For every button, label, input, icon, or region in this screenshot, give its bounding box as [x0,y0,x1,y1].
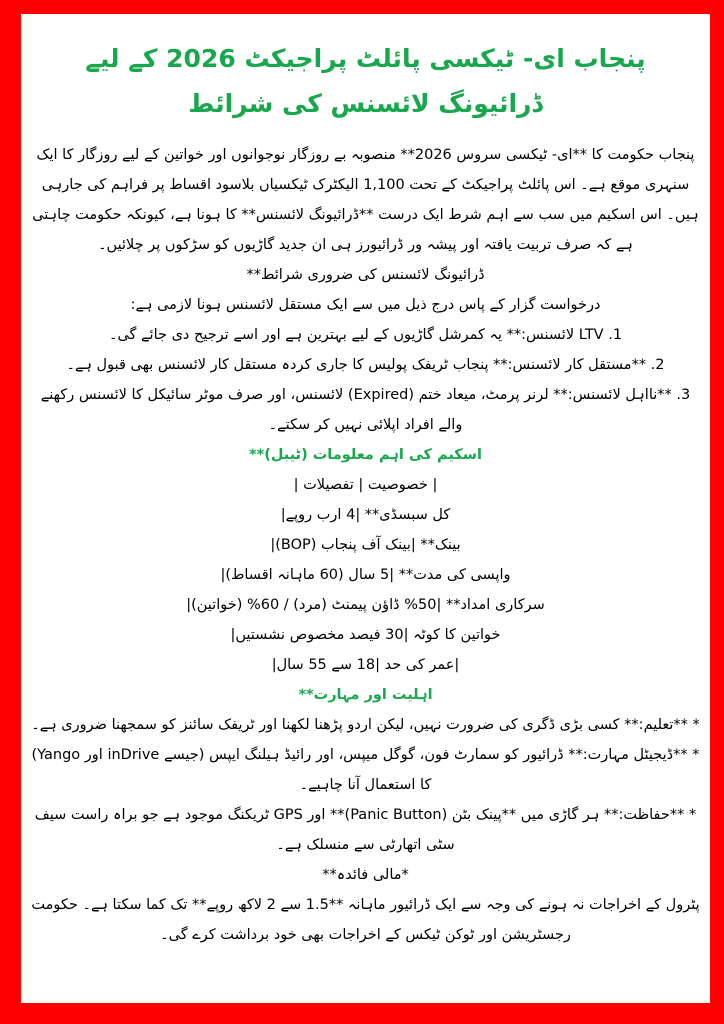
page-title: پنجاب ای- ٹیکسی پائلٹ پراجیکٹ 2026 کے لیے ڈرائیونگ لائسنس کی شرائط [85,44,646,118]
scheme-table-heading: اسکیم کی اہم معلومات (ٹیبل)** [249,447,482,463]
table-row-govt-support: سرکاری امداد** |50% ڈاؤن پیمنٹ (مرد) / 60% (خواتین)| [186,597,545,613]
intro-paragraph: پنجاب حکومت کا **ای- ٹیکسی سروس 2026** منصوبہ بے روزگار نوجوانوں اور خواتین کے لیے روزگار کا ایک سنہری موقع ہے۔ اس پائلٹ پراجیکٹ کے تحت 1,100 الیکٹرک ٹیکسیاں بلاسود اقساط پر فراہم کی جارہی ہیں۔ اس اسکیم میں سب سے اہم شرط ایک درست **ڈرائیونگ لائسنس** کا ہونا ہے، کیونکہ حکومت چاہتی ہے کہ صرف تربیت یافتہ اور پیشہ ور ڈرائیورز ہی ان جدید گاڑیوں کو سڑکوں پر چلائیں۔ [32,147,699,253]
eligibility-bullet-digital-skills: * **ڈیجیٹل مہارت:** ڈرائیور کو سمارٹ فون، گوگل میپس، اور رائیڈ ہیلنگ ایپس (جیسے inDrive اور Yango) کا استعمال آنا چاہیے۔ [31,747,700,793]
eligibility-heading: اہلیت اور مہارت** [298,687,433,703]
license-lead-text: درخواست گزار کے پاس درج ذیل میں سے ایک مستقل لائسنس ہونا لازمی ہے: [130,297,601,313]
table-row-repayment: واپسی کی مدت** |5 سال (60 ماہانہ اقساط)| [220,567,511,583]
table-row-age-limit: |عمر کی حد |18 سے 55 سال| [271,657,460,673]
eligibility-bullet-safety: * **حفاظت:** ہر گاڑی میں **پینک بٹن (Panic Button)** اور GPS ٹریکنگ موجود ہے جو براہ راست سیف سٹی اتھارٹی سے منسلک ہے۔ [34,807,697,853]
table-row-bank: بینک** |بینک آف پنجاب (BOP)| [270,537,461,553]
license-item-ltv: 1. LTV لائسنس:** یہ کمرشل گاڑیوں کے لیے بہترین ہے اور اسے ترجیح دی جائے گی۔ [108,327,623,343]
eligibility-bullet-education: * **تعلیم:** کسی بڑی ڈگری کی ضرورت نہیں، لیکن اردو پڑھنا لکھنا اور ٹریفک سائنز کو سمجھنا ضروری ہے۔ [31,717,700,733]
financial-benefit-heading: *مالی فائدہ** [322,867,409,883]
license-item-permanent-car: 2. **مستقل کار لائسنس:** پنجاب ٹریفک پولیس کا جاری کردہ مستقل کار لائسنس بھی قبول ہے۔ [66,357,665,373]
table-row-women-quota: خواتین کا کوٹہ |30 فیصد مخصوص نشستیں| [230,627,501,643]
table-row-header: | خصوصیت | تفصیلات | [293,477,438,493]
table-row-subsidy: کل سبسڈی** |4 ارب روپے| [280,507,451,523]
license-requirements-heading: ڈرائیونگ لائسنس کی ضروری شرائط** [246,267,485,283]
license-item-ineligible: 3. **نااہل لائسنس:** لرنر پرمٹ، میعاد ختم (Expired) لائسنس، اور صرف موٹر سائیکل کا لائسنس رکھنے والے افراد اپلائی نہیں کر سکتے۔ [40,387,691,433]
financial-paragraph: پٹرول کے اخراجات نہ ہونے کی وجہ سے ایک ڈرائیور ماہانہ **1.5 سے 2 لاکھ روپے** تک کما سکتا ہے۔ حکومت رجسٹریشن اور ٹوکن ٹیکس کے اخراجات بھی خود برداشت کرے گی۔ [31,897,700,943]
